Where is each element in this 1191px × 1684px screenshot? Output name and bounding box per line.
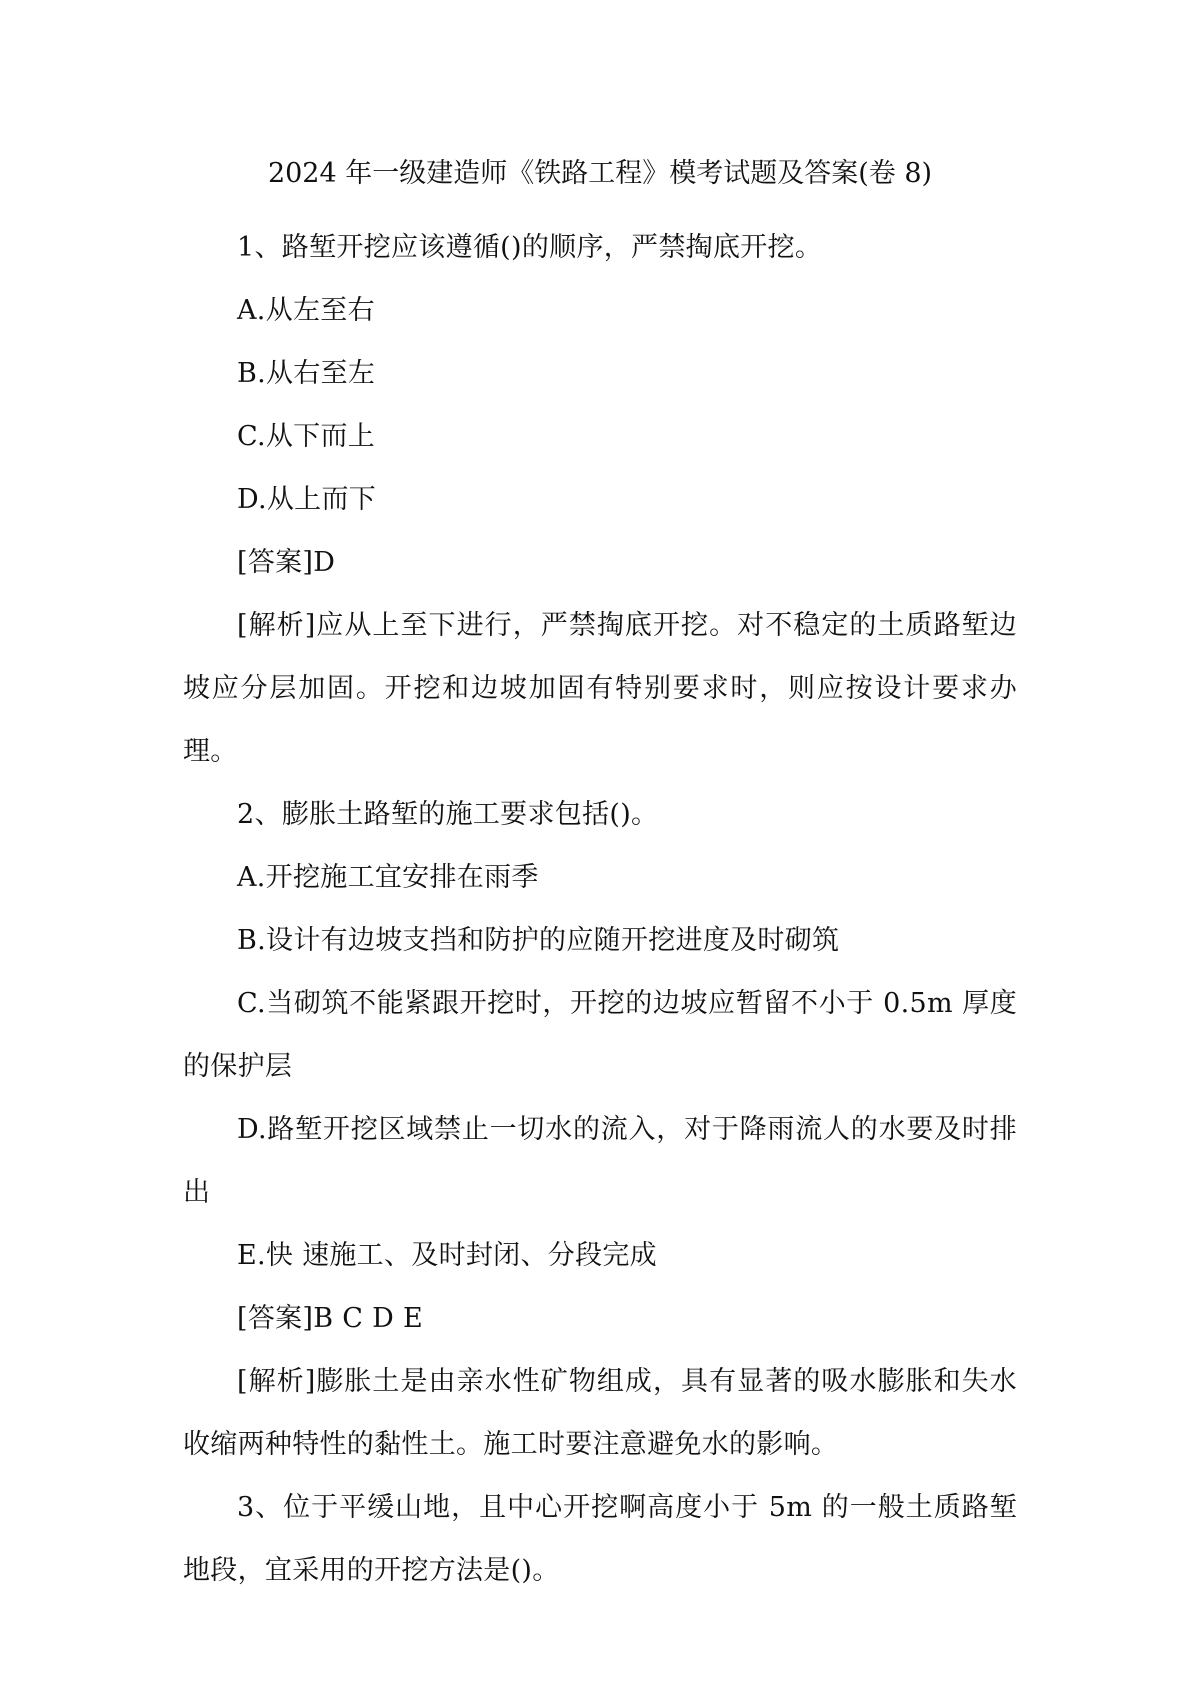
- question-1-option-b: B.从右至左: [237, 358, 376, 389]
- question-2-analysis: [解析]膨胀土是由亲水性矿物组成，具有显著的吸水膨胀和失水收缩两种特性的黏性土。施工时要注意避免水的影响。: [183, 1366, 1017, 1460]
- question-1-option-c: C.从下而上: [237, 421, 376, 452]
- question-1-option-a: A.从左至右: [237, 295, 375, 326]
- question-2-option-c: C.当砌筑不能紧跟开挖时，开挖的边坡应暂留不小于 0.5m 厚度的保护层: [183, 988, 1017, 1082]
- question-2-option-b: B.设计有边坡支挡和防护的应随开挖进度及时砌筑: [237, 925, 840, 956]
- question-2-option-d: D.路堑开挖区域禁止一切水的流入，对于降雨流人的水要及时排出: [183, 1114, 1017, 1208]
- question-2-option-e: E.快 速施工、及时封闭、分段完成: [237, 1240, 657, 1271]
- question-2-answer: [答案]B C D E: [237, 1303, 423, 1334]
- question-2: 2、膨胀土路堑的施工要求包括()。: [237, 799, 659, 830]
- question-1-option-d: D.从上而下: [237, 484, 377, 515]
- document-body: [183, 152, 1017, 1602]
- question-3: 3、位于平缓山地，且中心开挖啊高度小于 5m 的一般土质路堑地段，宜采用的开挖方法是()。: [183, 1492, 1017, 1586]
- question-1-analysis: [解析]应从上至下进行，严禁掏底开挖。对不稳定的土质路堑边坡应分层加固。开挖和边坡加固有特别要求时，则应按设计要求办理。: [183, 610, 1017, 767]
- question-2-option-a: A.开挖施工宜安排在雨季: [237, 862, 539, 893]
- question-1-answer: [答案]D: [237, 547, 336, 578]
- question-1: 1、路堑开挖应该遵循()的顺序，严禁掏底开挖。: [237, 232, 823, 263]
- document-title: 2024 年一级建造师《铁路工程》模考试题及答案(卷 8): [267, 158, 933, 189]
